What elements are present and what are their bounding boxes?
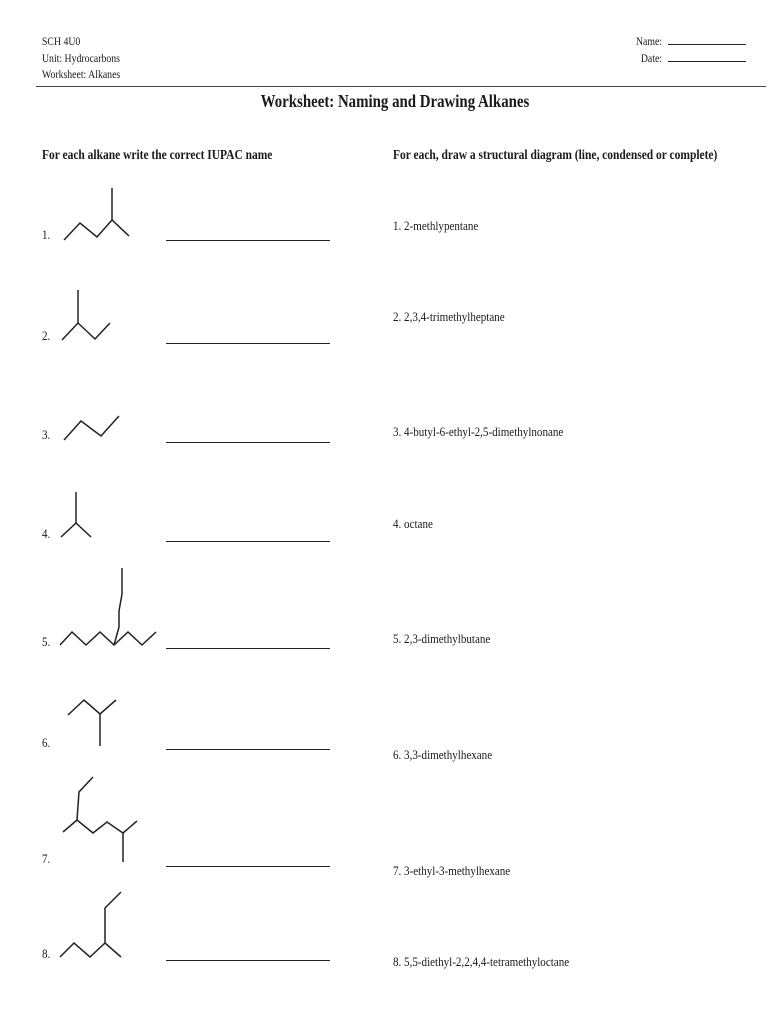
draw-prompt-6: 6. 3,3-dimethylhexane bbox=[393, 747, 493, 762]
name-label: Name: bbox=[635, 36, 662, 48]
skeletal-structure-4 bbox=[61, 492, 91, 537]
skeletal-structure-2 bbox=[62, 290, 110, 340]
skeletal-structure-6 bbox=[68, 700, 116, 746]
item-number-7: 7. bbox=[42, 851, 51, 866]
left-column-heading: For each alkane write the correct IUPAC name bbox=[42, 147, 273, 162]
draw-prompt-8: 8. 5,5-diethyl-2,2,4,4-tetramethyloctane bbox=[393, 954, 570, 969]
skeletal-structure-8 bbox=[60, 892, 121, 957]
page-title: Worksheet: Naming and Drawing Alkanes bbox=[260, 91, 530, 111]
skeletal-structure-7 bbox=[63, 777, 137, 862]
date-label: Date: bbox=[640, 52, 662, 65]
unit-label: Unit: Hydrocarbons bbox=[42, 52, 120, 65]
item-number-5: 5. bbox=[42, 634, 51, 649]
draw-prompt-5: 5. 2,3-dimethylbutane bbox=[393, 631, 491, 646]
item-number-1: 1. bbox=[42, 227, 51, 242]
course-code: SCH 4U0 bbox=[42, 36, 81, 48]
worksheet-label: Worksheet: Alkanes bbox=[42, 69, 121, 81]
skeletal-structure-5 bbox=[60, 568, 156, 645]
item-number-3: 3. bbox=[42, 427, 51, 442]
skeletal-structure-3 bbox=[64, 416, 119, 440]
draw-prompt-2: 2. 2,3,4-trimethylheptane bbox=[393, 309, 505, 324]
draw-prompt-4: 4. octane bbox=[393, 516, 433, 531]
right-column-heading: For each, draw a structural diagram (line, condensed or complete) bbox=[393, 147, 718, 162]
draw-prompt-1: 1. 2-methlypentane bbox=[393, 218, 479, 233]
item-number-8: 8. bbox=[42, 946, 51, 961]
item-number-6: 6. bbox=[42, 735, 51, 750]
draw-prompt-7: 7. 3-ethyl-3-methylhexane bbox=[393, 863, 511, 878]
item-number-4: 4. bbox=[42, 526, 51, 541]
item-number-2: 2. bbox=[42, 328, 51, 343]
draw-prompt-3: 3. 4-butyl-6-ethyl-2,5-dimethylnonane bbox=[393, 424, 564, 439]
skeletal-structure-1 bbox=[64, 188, 129, 240]
